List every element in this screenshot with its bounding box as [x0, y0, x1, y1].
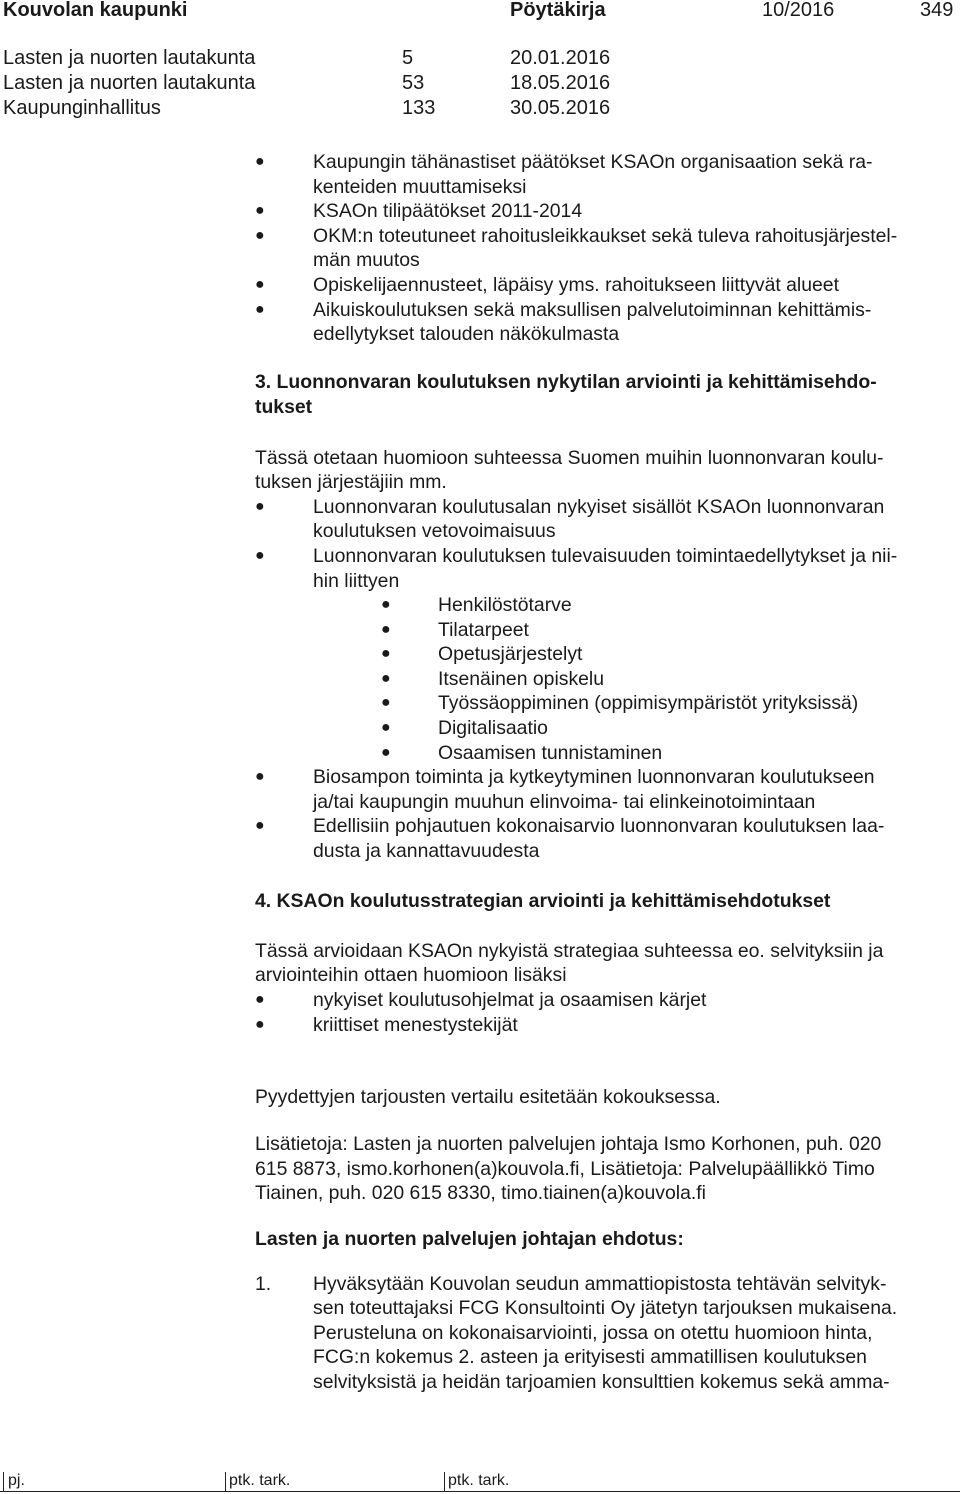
list-item-cont: koulutuksen vetovoimaisuus	[313, 520, 556, 542]
list-item-cont: dusta ja kannattavuudesta	[313, 840, 540, 862]
bullet-dot-icon: ●	[381, 596, 391, 613]
meeting-section: 5	[402, 47, 414, 69]
doc-type: Pöytäkirja	[510, 0, 606, 21]
initials-field: pj.	[8, 1472, 25, 1489]
footer-tick	[3, 1472, 4, 1492]
sub-list-item: Opetusjärjestelyt	[438, 643, 583, 665]
sub-list-item: Digitalisaatio	[438, 717, 548, 739]
bullet-dot-icon: ●	[255, 153, 265, 170]
list-item: OKM:n toteutuneet rahoitusleikkaukset sekä tuleva rahoitusjärjestel-	[313, 225, 898, 247]
bullet-dot-icon: ●	[255, 1016, 265, 1033]
bullet-dot-icon: ●	[381, 744, 391, 761]
list-item: Edellisiin pohjautuen kokonaisarvio luonnonvaran koulutuksen laa-	[313, 815, 885, 837]
org-name: Kouvolan kaupunki	[3, 0, 188, 21]
bullet-dot-icon: ●	[255, 768, 265, 785]
footer-rule	[0, 1491, 960, 1492]
list-item: Kaupungin tähänastiset päätökset KSAOn organisaation sekä ra-	[313, 151, 873, 173]
list-item-cont: män muutos	[313, 249, 420, 271]
list-item: nykyiset koulutusohjelmat ja osaamisen kärjet	[313, 989, 707, 1011]
proposal-line: FCG:n kokemus 2. asteen ja erityisesti ammatillisen koulutuksen	[313, 1346, 867, 1368]
sub-list-item: Henkilöstötarve	[438, 594, 572, 616]
minutes-check-field: ptk. tark.	[229, 1472, 291, 1489]
list-item: Biosampon toiminta ja kytkeytyminen luonnonvaran koulutukseen	[313, 766, 875, 788]
doc-number: 10/2016	[762, 0, 835, 21]
sub-list-item: Työssäoppiminen (oppimisympäristöt yrityksissä)	[438, 692, 859, 714]
bullet-dot-icon: ●	[381, 621, 391, 638]
bullet-dot-icon: ●	[255, 301, 265, 318]
section-4-heading: 4. KSAOn koulutusstrategian arviointi ja kehittämisehdotukset	[255, 890, 831, 912]
list-item: Luonnonvaran koulutuksen tulevaisuuden toimintaedellytykset ja nii-	[313, 545, 898, 567]
minutes-check-field: ptk. tark.	[448, 1472, 510, 1489]
proposal-line: Perusteluna on kokonaisarviointi, jossa on otettu huomioon hinta,	[313, 1322, 873, 1344]
list-item-cont: ja/tai kaupungin muuhun elinvoima- tai elinkeinotoimintaan	[313, 791, 816, 813]
footer-tick	[225, 1472, 226, 1492]
list-item-cont: edellytykset talouden näkökulmasta	[313, 323, 620, 345]
page-number: 349	[920, 0, 954, 21]
meeting-body: Kaupunginhallitus	[3, 97, 161, 119]
section-4-intro-cont: arviointeihin ottaen huomioon lisäksi	[255, 964, 567, 986]
sub-list-item: Osaamisen tunnistaminen	[438, 742, 663, 764]
list-item: Aikuiskoulutuksen sekä maksullisen palvelutoiminnan kehittämis-	[313, 299, 872, 321]
contact-line: Lisätietoja: Lasten ja nuorten palvelujen johtaja Ismo Korhonen, puh. 020	[255, 1133, 882, 1155]
bullet-dot-icon: ●	[255, 991, 265, 1008]
contact-line: Tiainen, puh. 020 615 8330, timo.tiainen(a)kouvola.fi	[255, 1182, 706, 1204]
list-item: KSAOn tilipäätökset 2011-2014	[313, 200, 583, 222]
list-item: Opiskelijaennusteet, läpäisy yms. rahoitukseen liittyvät alueet	[313, 274, 839, 296]
section-3-intro: Tässä otetaan huomioon suhteessa Suomen muihin luonnonvaran koulu-	[255, 447, 884, 469]
bullet-dot-icon: ●	[255, 227, 265, 244]
sub-list-item: Itsenäinen opiskelu	[438, 668, 605, 690]
section-4-intro: Tässä arvioidaan KSAOn nykyistä strategiaa suhteessa eo. selvityksiin ja	[255, 940, 884, 962]
proposal-line: sen toteuttajaksi FCG Konsultointi Oy jätetyn tarjouksen mukaisena.	[313, 1297, 898, 1319]
bullet-dot-icon: ●	[381, 645, 391, 662]
bullet-dot-icon: ●	[381, 694, 391, 711]
bullet-dot-icon: ●	[255, 202, 265, 219]
bullet-dot-icon: ●	[381, 719, 391, 736]
sub-list-item: Tilatarpeet	[438, 619, 529, 641]
bullet-dot-icon: ●	[381, 670, 391, 687]
list-item: Luonnonvaran koulutusalan nykyiset sisällöt KSAOn luonnonvaran	[313, 496, 885, 518]
meeting-body: Lasten ja nuorten lautakunta	[3, 72, 256, 94]
section-3-heading: 3. Luonnonvaran koulutuksen nykytilan arviointi ja kehittämisehdo-	[255, 371, 877, 393]
section-3-intro-cont: tuksen järjestäjiin mm.	[255, 471, 447, 493]
list-item-cont: kenteiden muuttamiseksi	[313, 176, 527, 198]
comparison-note: Pyydettyjen tarjousten vertailu esitetään kokouksessa.	[255, 1086, 721, 1108]
meeting-date: 20.01.2016	[510, 47, 611, 69]
section-3-heading-cont: tukset	[255, 396, 313, 418]
meeting-date: 18.05.2016	[510, 72, 611, 94]
bullet-dot-icon: ●	[255, 817, 265, 834]
proposal-heading: Lasten ja nuorten palvelujen johtajan ehdotus:	[255, 1228, 684, 1250]
bullet-dot-icon: ●	[255, 547, 265, 564]
proposal-line: Hyväksytään Kouvolan seudun ammattiopistosta tehtävän selvityk-	[313, 1273, 887, 1295]
bullet-dot-icon: ●	[255, 276, 265, 293]
contact-line: 615 8873, ismo.korhonen(a)kouvola.fi, Lisätietoja: Palvelupäällikkö Timo	[255, 1158, 875, 1180]
list-item-cont: hin liittyen	[313, 570, 400, 592]
meeting-body: Lasten ja nuorten lautakunta	[3, 47, 256, 69]
footer-tick	[444, 1472, 445, 1492]
proposal-number: 1.	[255, 1273, 272, 1295]
proposal-line: selvityksistä ja heidän tarjoamien konsulttien kokemus sekä amma-	[313, 1371, 890, 1393]
meeting-section: 133	[402, 97, 436, 119]
bullet-dot-icon: ●	[255, 498, 265, 515]
meeting-section: 53	[402, 72, 425, 94]
list-item: kriittiset menestystekijät	[313, 1014, 518, 1036]
meeting-date: 30.05.2016	[510, 97, 611, 119]
